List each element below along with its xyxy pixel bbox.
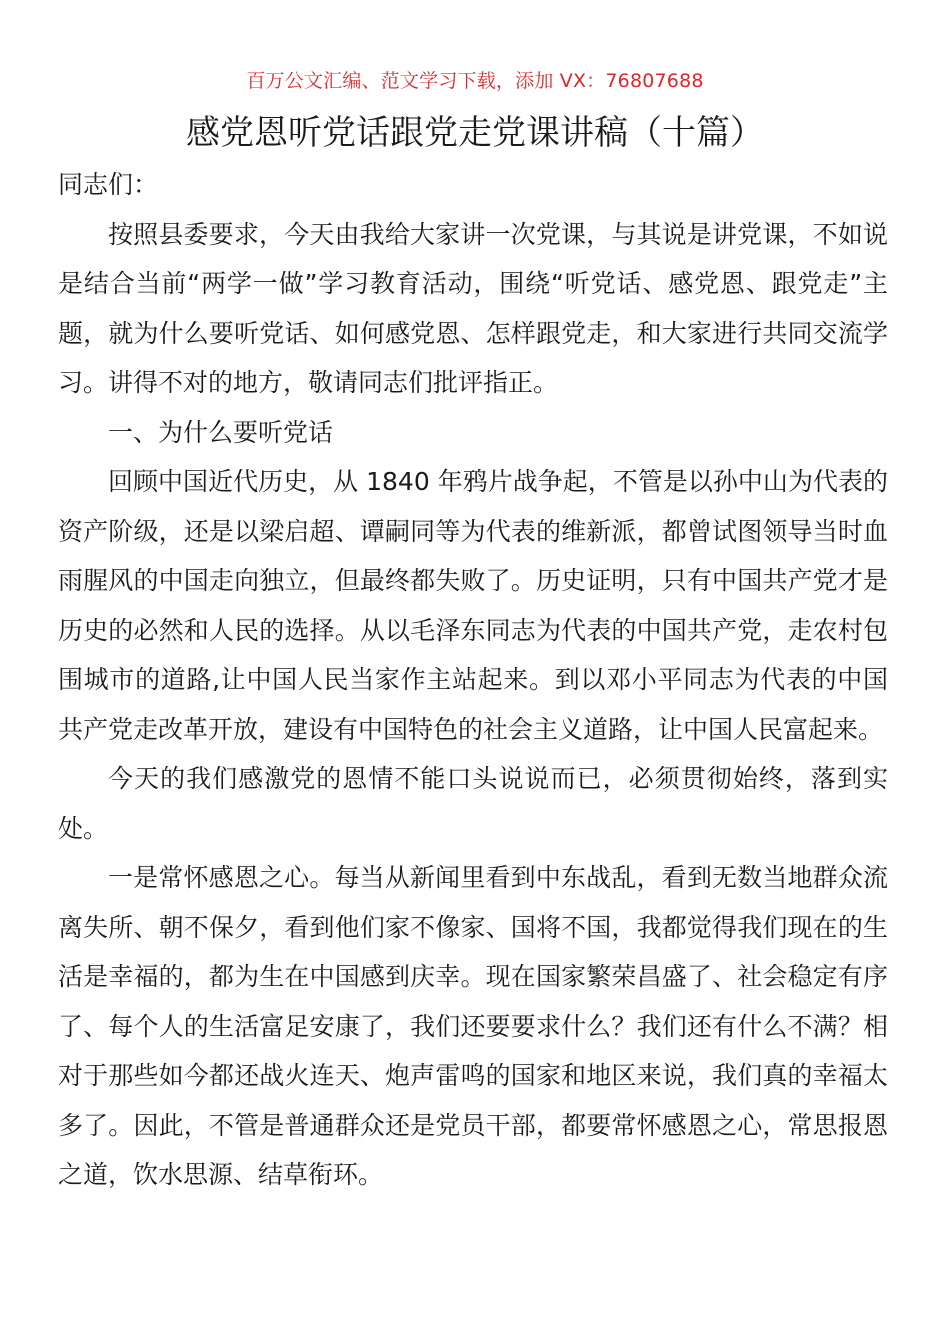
paragraph-point-one: 一是常怀感恩之心。每当从新闻里看到中东战乱，看到无数当地群众流离失所、朝不保夕，看到他们家不像家、国将不国，我都觉得我们现在的生活是幸福的，都为生在中国感到庆幸。现在国家繁荣昌盛了、社会稳定有序了、每个人的生活富足安康了，我们还要要求什么？我们还有什么不满？相对于那些如今都还战火连天、炮声雷鸣的国家和地区来说，我们真的幸福太多了。因此，不管是普通群众还是党员干部，都要常怀感恩之心，常思报恩之道，饮水思源、结草衔环。 [58,863,888,1189]
salutation: 同志们： [58,170,159,199]
section-heading-1: 一、为什么要听党话 [108,417,334,447]
document-body [58,160,888,1200]
document-title: 感党恩听党话跟党走党课讲稿（十篇） [186,113,764,153]
paragraph-history: 回顾中国近代历史，从 1840 年鸦片战争起，不管是以孙中山为代表的资产阶级，还是以梁启超、谭嗣同等为代表的维新派，都曾试图领导当时血雨腥风的中国走向独立，但最终都失败了。历史证明，只有中国共产党才是历史的必然和人民的选择。从以毛泽东同志为代表的中国共产党，走农村包围城市的道路,让中国人民当家作主站起来。到以邓小平同志为代表的中国共产党走改革开放，建设有中国特色的社会主义道路，让中国人民富起来。 [58,467,888,744]
paragraph-intro: 按照县委要求，今天由我给大家讲一次党课，与其说是讲党课，不如说是结合当前“两学一做”学习教育活动，围绕“听党话、感党恩、跟党走”主题，就为什么要听党话、如何感党恩、怎样跟党走，和大家进行共同交流学习。讲得不对的地方，敬请同志们批评指正。 [58,219,888,397]
paragraph-gratitude: 今天的我们感激党的恩情不能口头说说而已，必须贯彻始终，落到实处。 [58,764,888,843]
header-watermark-note: 百万公文汇编、范文学习下载，添加 VX：76807688 [246,70,704,92]
